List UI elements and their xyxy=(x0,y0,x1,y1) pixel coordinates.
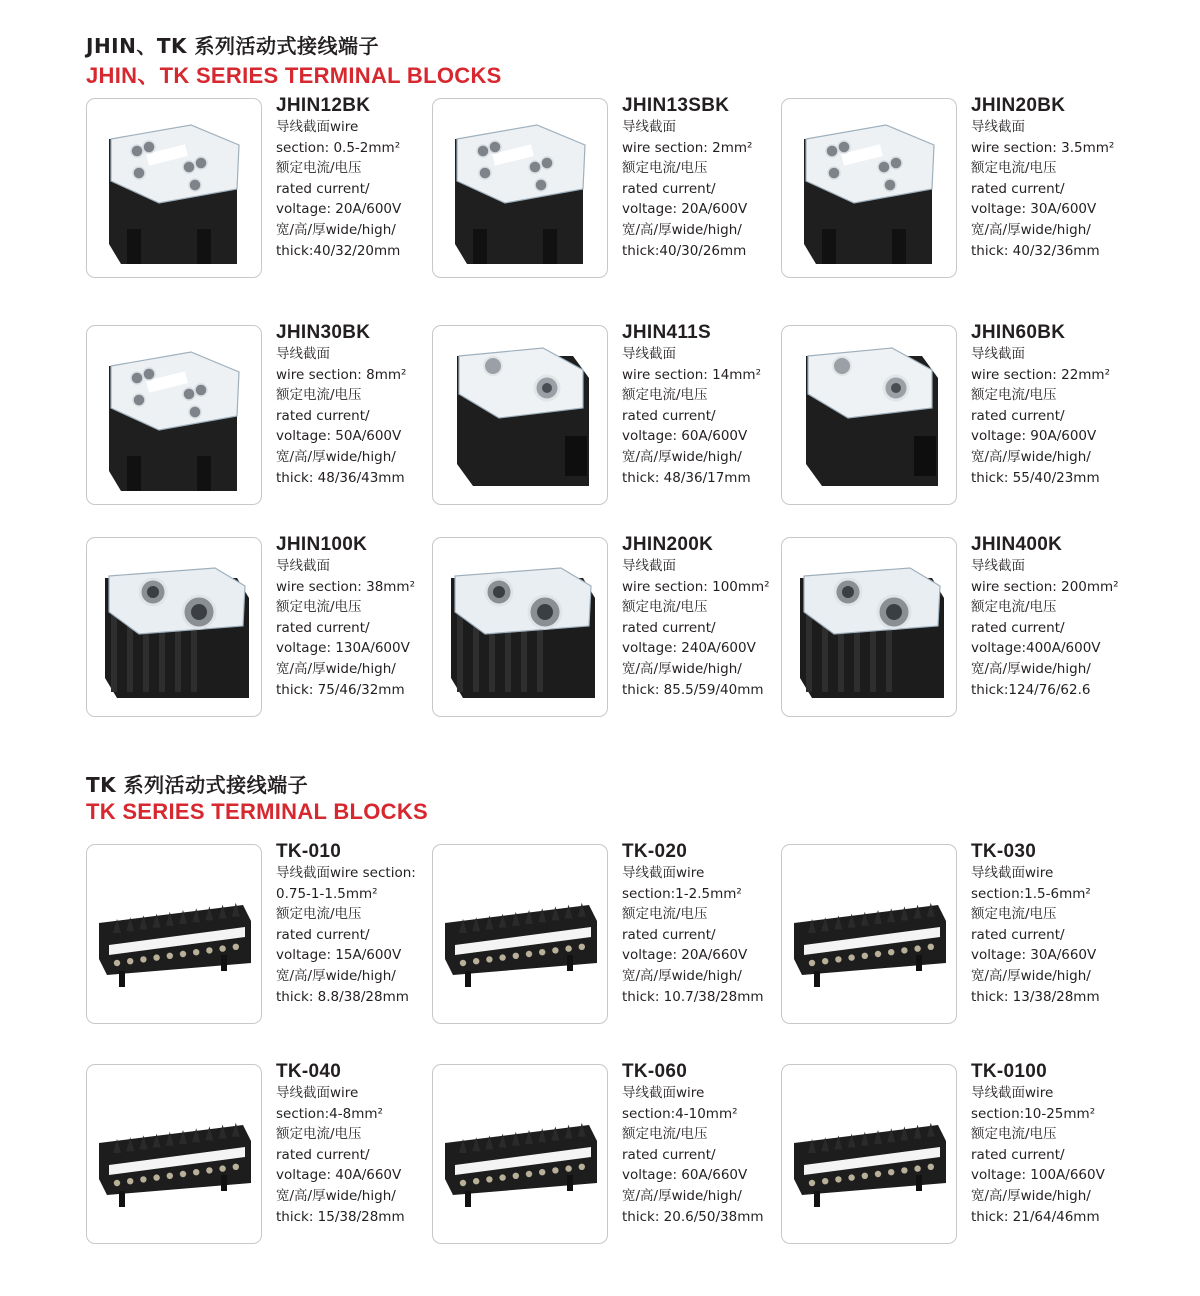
spec-line: rated current/ xyxy=(971,180,1065,197)
product-specs xyxy=(622,322,782,488)
spec-line: wire section: 38mm² xyxy=(276,578,415,595)
spec-line: thick: 48/36/17mm xyxy=(622,469,751,486)
spec-line: voltage: 15A/600V xyxy=(276,947,402,964)
spec-line: voltage:400A/600V xyxy=(971,640,1101,657)
spec-line: 宽/高/厚wide/high/ xyxy=(276,221,396,238)
product-specs xyxy=(276,1061,436,1227)
spec-line: wire section: 200mm² xyxy=(971,578,1119,595)
product-specs xyxy=(971,841,1131,1007)
product-card xyxy=(781,534,1126,719)
product-card xyxy=(781,1061,1126,1246)
spec-line: 宽/高/厚wide/high/ xyxy=(622,1187,742,1204)
product-specs xyxy=(276,841,436,1007)
product-model: JHIN411S xyxy=(622,322,712,343)
product-photo xyxy=(781,537,957,717)
product-photo xyxy=(86,537,262,717)
spec-line: rated current/ xyxy=(622,407,716,424)
spec-line: wire section: 100mm² xyxy=(622,578,770,595)
product-photo xyxy=(86,1064,262,1244)
spec-line: wire section: 22mm² xyxy=(971,366,1110,383)
product-specs xyxy=(971,1061,1131,1227)
spec-line: 导线截面 xyxy=(622,119,676,135)
spec-line: 额定电流/电压 xyxy=(276,906,362,923)
spec-line: 额定电流/电压 xyxy=(622,160,708,177)
product-model: JHIN100K xyxy=(276,534,368,555)
spec-line: wire section: 14mm² xyxy=(622,366,761,383)
product-model: JHIN30BK xyxy=(276,322,371,343)
spec-line: voltage: 60A/660V xyxy=(622,1167,748,1184)
product-photo xyxy=(432,98,608,278)
product-card xyxy=(781,841,1126,1026)
spec-line: rated current/ xyxy=(622,180,716,197)
spec-line: 导线截面 xyxy=(971,119,1025,135)
product-photo xyxy=(781,325,957,505)
product-photo xyxy=(432,844,608,1024)
section-2-title-cn: TK 系列活动式接线端子 xyxy=(86,773,309,797)
product-card xyxy=(86,1061,431,1246)
spec-line: 导线截面wire xyxy=(622,1085,705,1101)
spec-line: thick: 15/38/28mm xyxy=(276,1208,405,1225)
spec-line: section:4-10mm² xyxy=(622,1105,738,1122)
product-model: TK-060 xyxy=(622,1061,688,1082)
spec-line: rated current/ xyxy=(971,619,1065,636)
product-photo xyxy=(432,325,608,505)
spec-line: rated current/ xyxy=(276,619,370,636)
spec-line: 额定电流/电压 xyxy=(276,1126,362,1143)
spec-line: 宽/高/厚wide/high/ xyxy=(276,1187,396,1204)
spec-line: voltage: 50A/600V xyxy=(276,428,402,445)
spec-line: voltage: 30A/660V xyxy=(971,947,1097,964)
spec-line: 额定电流/电压 xyxy=(971,906,1057,923)
spec-line: rated current/ xyxy=(622,619,716,636)
product-photo xyxy=(432,1064,608,1244)
product-model: JHIN13SBK xyxy=(622,95,730,116)
product-specs xyxy=(622,1061,782,1227)
spec-line: 额定电流/电压 xyxy=(276,599,362,616)
spec-line: rated current/ xyxy=(622,926,716,943)
spec-line: thick:40/32/20mm xyxy=(276,242,401,259)
spec-line: voltage: 20A/600V xyxy=(622,201,748,218)
spec-line: 额定电流/电压 xyxy=(622,1126,708,1143)
spec-line: 导线截面wire xyxy=(276,119,359,135)
product-photo xyxy=(432,537,608,717)
spec-line: voltage: 20A/660V xyxy=(622,947,748,964)
product-specs xyxy=(622,534,782,700)
product-photo xyxy=(86,844,262,1024)
spec-line: 宽/高/厚wide/high/ xyxy=(971,448,1091,465)
product-photo xyxy=(86,325,262,505)
product-specs xyxy=(276,322,436,488)
spec-line: rated current/ xyxy=(971,1146,1065,1163)
product-photo xyxy=(781,1064,957,1244)
spec-line: thick: 20.6/50/38mm xyxy=(622,1208,764,1225)
spec-line: 0.75-1-1.5mm² xyxy=(276,885,378,902)
product-card xyxy=(86,534,431,719)
spec-line: section:4-8mm² xyxy=(276,1105,383,1122)
product-card xyxy=(432,534,777,719)
spec-line: 额定电流/电压 xyxy=(971,160,1057,177)
product-photo xyxy=(781,844,957,1024)
product-photo xyxy=(781,98,957,278)
product-model: JHIN12BK xyxy=(276,95,371,116)
product-specs xyxy=(622,841,782,1007)
spec-line: 导线截面wire xyxy=(276,1085,359,1101)
spec-line: 宽/高/厚wide/high/ xyxy=(622,448,742,465)
spec-line: 导线截面wire xyxy=(971,865,1054,881)
spec-line: 额定电流/电压 xyxy=(622,599,708,616)
product-model: JHIN20BK xyxy=(971,95,1066,116)
spec-line: rated current/ xyxy=(622,1146,716,1163)
spec-line: thick: 48/36/43mm xyxy=(276,469,405,486)
spec-line: voltage: 30A/600V xyxy=(971,201,1097,218)
product-card xyxy=(432,322,777,507)
product-card xyxy=(432,841,777,1026)
spec-line: wire section: 2mm² xyxy=(622,139,753,156)
product-card xyxy=(432,95,777,280)
section-1-title-en: JHIN、TK SERIES TERMINAL BLOCKS xyxy=(86,63,502,88)
spec-line: voltage: 130A/600V xyxy=(276,640,410,657)
spec-line: thick: 10.7/38/28mm xyxy=(622,988,764,1005)
spec-line: voltage: 40A/660V xyxy=(276,1167,402,1184)
product-card xyxy=(781,95,1126,280)
spec-line: thick:40/30/26mm xyxy=(622,242,747,259)
product-specs xyxy=(622,95,782,261)
section-1-title-cn: JHIN、TK 系列活动式接线端子 xyxy=(86,34,379,58)
spec-line: 额定电流/电压 xyxy=(622,906,708,923)
product-model: TK-020 xyxy=(622,841,688,862)
product-card xyxy=(86,322,431,507)
product-specs xyxy=(971,322,1131,488)
product-model: TK-030 xyxy=(971,841,1037,862)
spec-line: 宽/高/厚wide/high/ xyxy=(971,967,1091,984)
spec-line: 额定电流/电压 xyxy=(971,599,1057,616)
spec-line: rated current/ xyxy=(971,407,1065,424)
product-photo xyxy=(86,98,262,278)
spec-line: 导线截面 xyxy=(622,558,676,574)
product-model: JHIN60BK xyxy=(971,322,1066,343)
spec-line: voltage: 240A/600V xyxy=(622,640,756,657)
spec-line: thick: 13/38/28mm xyxy=(971,988,1100,1005)
product-model: TK-010 xyxy=(276,841,342,862)
spec-line: 导线截面wire section: xyxy=(276,865,416,881)
spec-line: 宽/高/厚wide/high/ xyxy=(276,967,396,984)
spec-line: wire section: 8mm² xyxy=(276,366,407,383)
product-model: TK-040 xyxy=(276,1061,342,1082)
spec-line: voltage: 60A/600V xyxy=(622,428,748,445)
spec-line: 宽/高/厚wide/high/ xyxy=(622,660,742,677)
spec-line: 额定电流/电压 xyxy=(971,387,1057,404)
spec-line: voltage: 90A/600V xyxy=(971,428,1097,445)
spec-line: 宽/高/厚wide/high/ xyxy=(622,967,742,984)
spec-line: section:10-25mm² xyxy=(971,1105,1096,1122)
product-card xyxy=(86,841,431,1026)
spec-line: 宽/高/厚wide/high/ xyxy=(276,660,396,677)
product-card xyxy=(781,322,1126,507)
spec-line: rated current/ xyxy=(971,926,1065,943)
spec-line: section: 0.5-2mm² xyxy=(276,139,401,156)
product-specs xyxy=(276,534,436,700)
spec-line: section:1-2.5mm² xyxy=(622,885,742,902)
spec-line: rated current/ xyxy=(276,407,370,424)
spec-line: 导线截面wire xyxy=(971,1085,1054,1101)
spec-line: 宽/高/厚wide/high/ xyxy=(276,448,396,465)
spec-line: 导线截面wire xyxy=(622,865,705,881)
spec-line: rated current/ xyxy=(276,926,370,943)
spec-line: voltage: 20A/600V xyxy=(276,201,402,218)
product-model: TK-0100 xyxy=(971,1061,1048,1082)
section-2-title-en: TK SERIES TERMINAL BLOCKS xyxy=(86,799,429,824)
spec-line: 宽/高/厚wide/high/ xyxy=(622,221,742,238)
product-specs xyxy=(971,534,1131,700)
spec-line: 导线截面 xyxy=(971,558,1025,574)
product-card xyxy=(432,1061,777,1246)
spec-line: thick: 21/64/46mm xyxy=(971,1208,1100,1225)
spec-line: 宽/高/厚wide/high/ xyxy=(971,660,1091,677)
spec-line: 额定电流/电压 xyxy=(622,387,708,404)
product-specs xyxy=(971,95,1131,261)
spec-line: thick: 55/40/23mm xyxy=(971,469,1100,486)
spec-line: rated current/ xyxy=(276,180,370,197)
product-card xyxy=(86,95,431,280)
product-specs xyxy=(276,95,436,261)
spec-line: voltage: 100A/660V xyxy=(971,1167,1105,1184)
spec-line: 导线截面 xyxy=(971,346,1025,362)
spec-line: 导线截面 xyxy=(622,346,676,362)
spec-line: 额定电流/电压 xyxy=(971,1126,1057,1143)
spec-line: thick: 8.8/38/28mm xyxy=(276,988,409,1005)
spec-line: thick:124/76/62.6 xyxy=(971,681,1091,698)
spec-line: 导线截面 xyxy=(276,346,330,362)
spec-line: 额定电流/电压 xyxy=(276,160,362,177)
product-model: JHIN200K xyxy=(622,534,714,555)
spec-line: 导线截面 xyxy=(276,558,330,574)
spec-line: wire section: 3.5mm² xyxy=(971,139,1115,156)
spec-line: thick: 85.5/59/40mm xyxy=(622,681,764,698)
spec-line: 宽/高/厚wide/high/ xyxy=(971,221,1091,238)
spec-line: thick: 40/32/36mm xyxy=(971,242,1100,259)
spec-line: 宽/高/厚wide/high/ xyxy=(971,1187,1091,1204)
spec-line: thick: 75/46/32mm xyxy=(276,681,405,698)
spec-line: 额定电流/电压 xyxy=(276,387,362,404)
product-model: JHIN400K xyxy=(971,534,1063,555)
spec-line: section:1.5-6mm² xyxy=(971,885,1091,902)
spec-line: rated current/ xyxy=(276,1146,370,1163)
